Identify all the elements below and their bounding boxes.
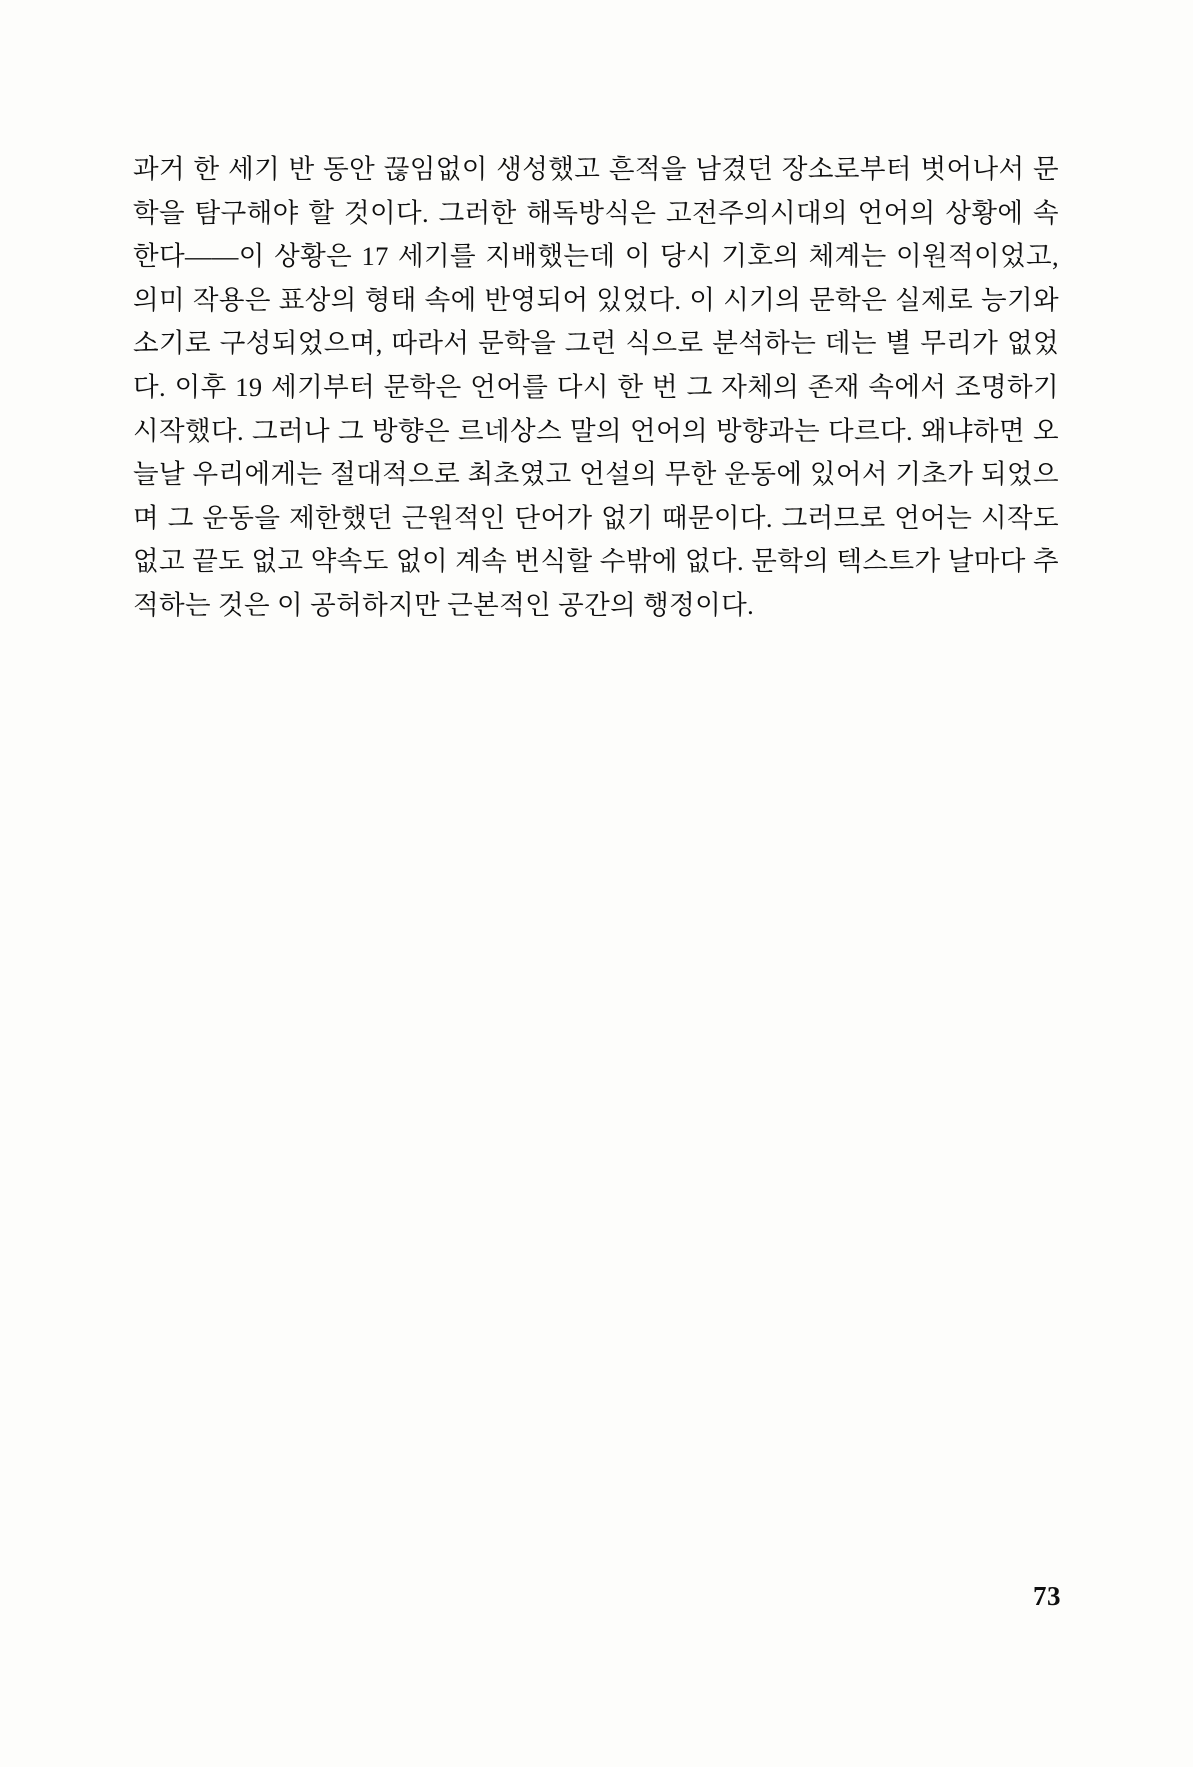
body-paragraph: 과거 한 세기 반 동안 끊임없이 생성했고 흔적을 남겼던 장소로부터 벗어나서 문학을 탐구해야 할 것이다. 그러한 해독방식은 고전주의시대의 언어의 상황에 속한다——이 상황은 17 세기를 지배했는데 이 당시 기호의 체계는 이원적이었고, 의미 작용은 표상의 형태 속에 반영되어 있었다. 이 시기의 문학은 실제로 능기와 소기로 구성되었으며, 따라서 문학을 그런 식으로 분석하는 데는 별 무리가 없었다. 이후 19 세기부터 문학은 언어를 다시 한 번 그 자체의 존재 속에서 조명하기 시작했다. 그러나 그 방향은 르네상스 말의 언어의 방향과는 다르다. 왜냐하면 오늘날 우리에게는 절대적으로 최초였고 언설의 무한 운동에 있어서 기초가 되었으며 그 운동을 제한했던 근원적인 단어가 없기 때문이다. 그러므로 언어는 시작도 없고 끝도 없고 약속도 없이 계속 번식할 수밖에 없다. 문학의 텍스트가 날마다 추적하는 것은 이 공허하지만 근본적인 공간의 행정이다. bbox=[133, 154, 1059, 620]
body-text-block bbox=[133, 148, 1059, 628]
page-number: 73 bbox=[1033, 1581, 1061, 1611]
